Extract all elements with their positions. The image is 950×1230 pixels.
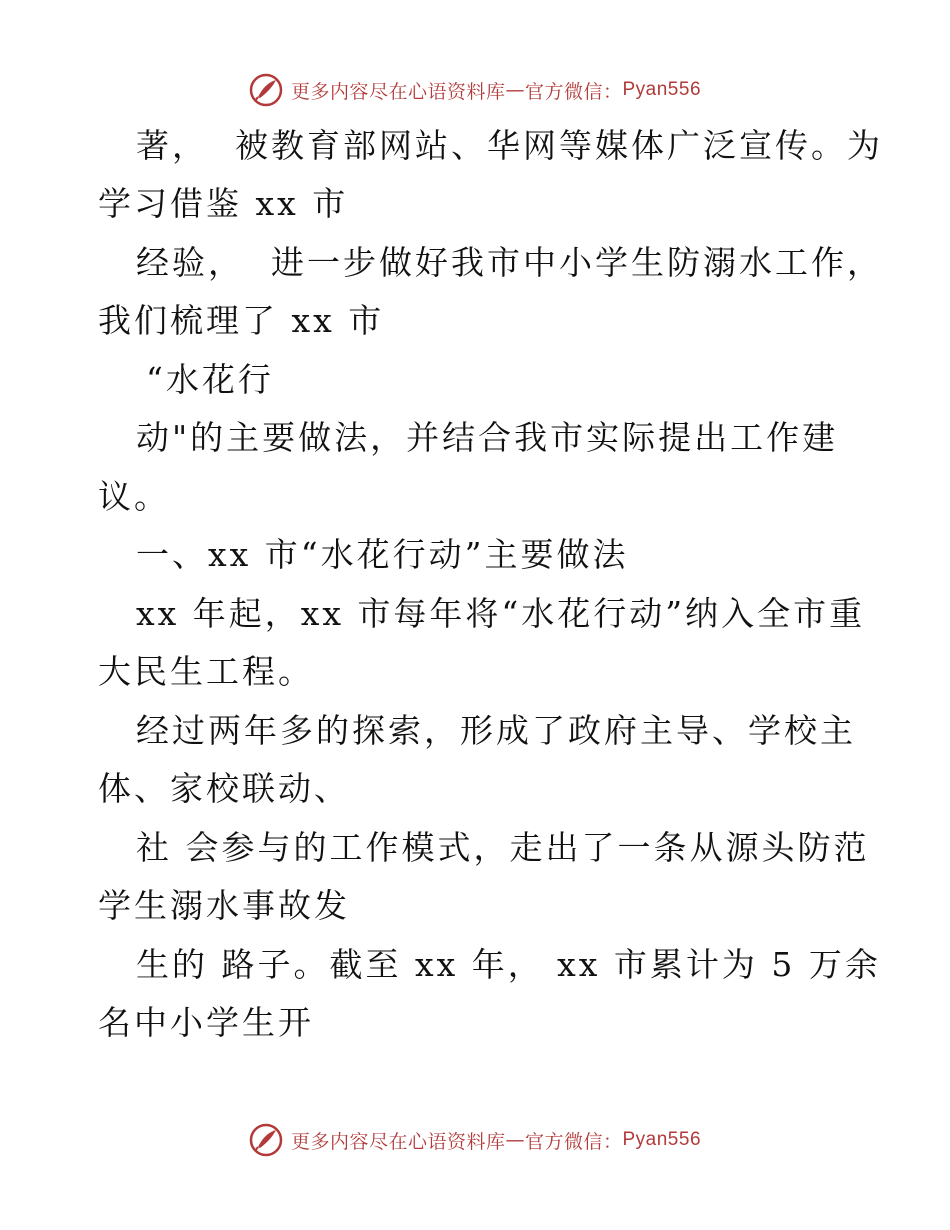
footer-watermark: [0, 1120, 950, 1160]
watermark-dash: —: [505, 79, 525, 101]
body-line-7: 议。: [98, 477, 170, 516]
body-line-4: 我们梳理了 xx 市: [98, 301, 385, 340]
body-line-5: “水花行: [146, 360, 274, 399]
watermark-dash: —: [505, 1129, 525, 1151]
body-line-16: 名中小学生开: [98, 1003, 314, 1042]
wechat-id: Pyan556: [622, 79, 702, 100]
watermark-text: 更多内容尽在心语资料库: [290, 80, 506, 103]
body-line-14: 学生溺水事故发: [98, 886, 350, 925]
body-line-2: 学习借鉴 xx 市: [98, 184, 349, 223]
body-line-6: 动"的主要做法，并结合我市实际提出工作建: [136, 418, 839, 457]
body-line-11: 经过两年多的探索，形成了政府主导、学校主: [136, 711, 856, 750]
body-line-13: 社 会参与的工作模式，走出了一条从源头防范: [136, 828, 870, 867]
quill-logo-icon: [249, 1123, 283, 1157]
body-line-9: xx 年起，xx 市每年将“水花行动”纳入全市重: [136, 594, 866, 633]
header-watermark: [0, 70, 950, 110]
body-line-3: 经验， 进一步做好我市中小学生防溺水工作，: [136, 243, 883, 282]
body-line-1: 著， 被教育部网站、华网等媒体广泛宣传。为: [136, 126, 883, 165]
wechat-id: Pyan556: [622, 1129, 702, 1150]
body-line-12: 体、家校联动、: [98, 769, 350, 808]
quill-logo-icon: [249, 73, 283, 107]
contact-label: 官方微信：: [524, 80, 623, 103]
contact-label: 官方微信：: [524, 1130, 623, 1153]
body-line-15: 生的 路子。截至 xx 年， xx 市累计为 5 万余: [136, 945, 881, 984]
body-line-10: 大民生工程。: [98, 652, 314, 691]
section-heading: 一、xx 市“水花行动”主要做法: [136, 535, 629, 574]
watermark-text: 更多内容尽在心语资料库: [290, 1130, 506, 1153]
